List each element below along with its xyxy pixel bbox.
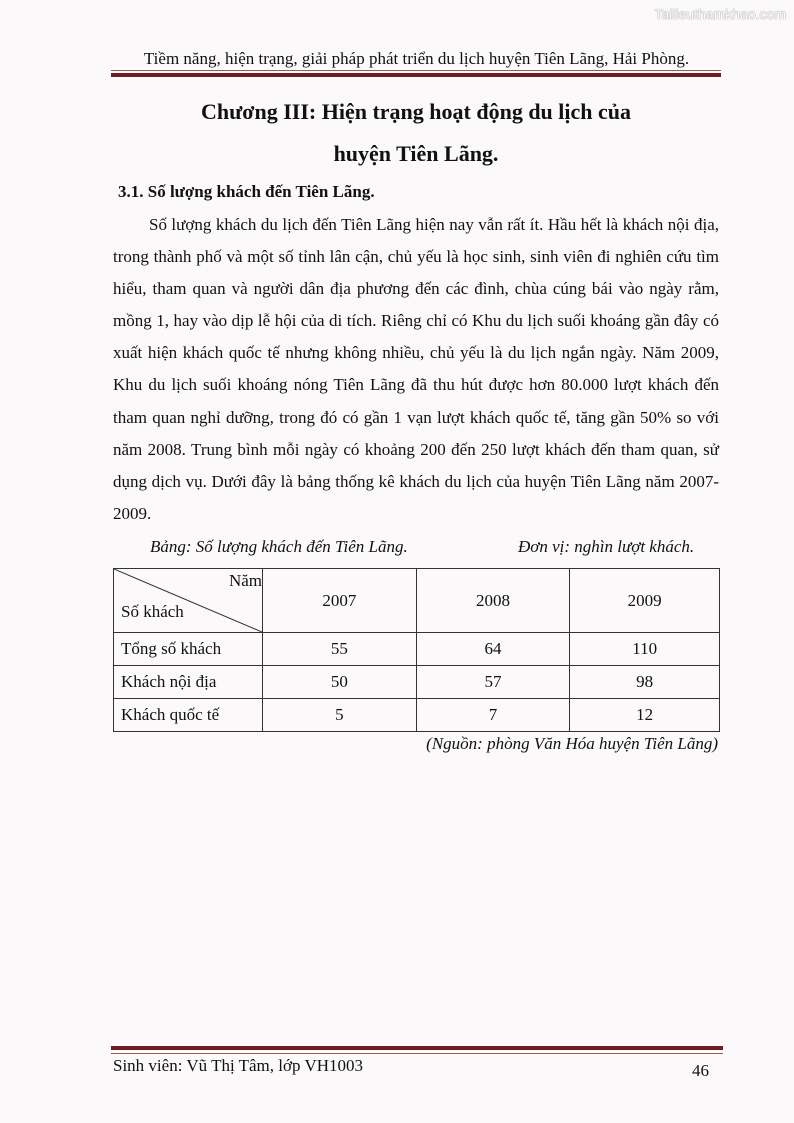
cell: 7 (416, 699, 570, 732)
footer-author: Sinh viên: Vũ Thị Tâm, lớp VH1003 (113, 1056, 363, 1075)
year-header: 2008 (416, 569, 570, 633)
cell: 110 (570, 633, 720, 666)
table-unit: Đơn vị: nghìn lượt khách. (518, 537, 695, 556)
body-paragraph: Số lượng khách du lịch đến Tiên Lãng hiện nay vẫn rất ít. Hầu hết là khách nội địa, trong thành phố và một số tỉnh lân cận, chủ yếu là học sinh, sinh viên đi nghiên cứu tìm hiểu, tham quan và người dân địa phương đến các đình, chùa cúng bái vào ngày rằm, mồng 1, hay vào dịp lễ hội của di tích. Riêng chỉ có Khu du lịch suối khoáng gần đây có xuất hiện khách quốc tế nhưng không nhiều, chủ yếu là du lịch ngắn ngày. Năm 2009, Khu du lịch suối khoáng nóng Tiên Lãng đã thu hút được hơn 80.000 lượt khách đến tham quan nghỉ dưỡng, trong đó có gần 1 vạn lượt khách quốc tế, tăng gần 50% so với năm 2008. Trung bình mỗi ngày có khoảng 200 đến 250 lượt khách đến tham quan, sử dụng dịch vụ. Dưới đây là bảng thống kê khách du lịch của huyện Tiên Lãng năm 2007- 2009. (113, 215, 719, 523)
corner-visitor-label: Số khách (121, 602, 184, 621)
cell: 55 (263, 633, 417, 666)
cell: 5 (263, 699, 417, 732)
section-heading: 3.1. Số lượng khách đến Tiên Lãng. (118, 182, 375, 201)
running-header: Tiềm năng, hiện trạng, giải pháp phát triển du lịch huyện Tiên Lãng, Hải Phòng. (143, 49, 690, 68)
watermark: Tailieuthamkhao.com (654, 6, 786, 22)
cell: 64 (416, 633, 570, 666)
cell: 57 (416, 666, 570, 699)
row-label: Khách quốc tế (114, 699, 263, 732)
footer-rule (111, 1046, 723, 1054)
cell: 50 (263, 666, 417, 699)
table-row (114, 633, 720, 666)
table-row (114, 666, 720, 699)
cell: 12 (570, 699, 720, 732)
header-rule (111, 70, 721, 78)
corner-cell (114, 569, 263, 633)
year-header: 2007 (263, 569, 417, 633)
table-source: (Nguồn: phòng Văn Hóa huyện Tiên Lãng) (426, 734, 718, 753)
row-label: Khách nội địa (114, 666, 263, 699)
table-header-row (114, 569, 720, 633)
chapter-title-line-1: Chương III: Hiện trạng hoạt động du lịch của (200, 99, 632, 124)
visitor-table (113, 568, 720, 732)
year-header: 2009 (570, 569, 720, 633)
page-number: 46 (692, 1061, 709, 1080)
corner-year-label: Năm (228, 571, 262, 590)
table-caption: Bảng: Số lượng khách đến Tiên Lãng. (150, 537, 408, 556)
table-row (114, 699, 720, 732)
cell: 98 (570, 666, 720, 699)
row-label: Tổng số khách (114, 633, 263, 666)
chapter-title-line-2: huyện Tiên Lãng. (333, 141, 499, 166)
